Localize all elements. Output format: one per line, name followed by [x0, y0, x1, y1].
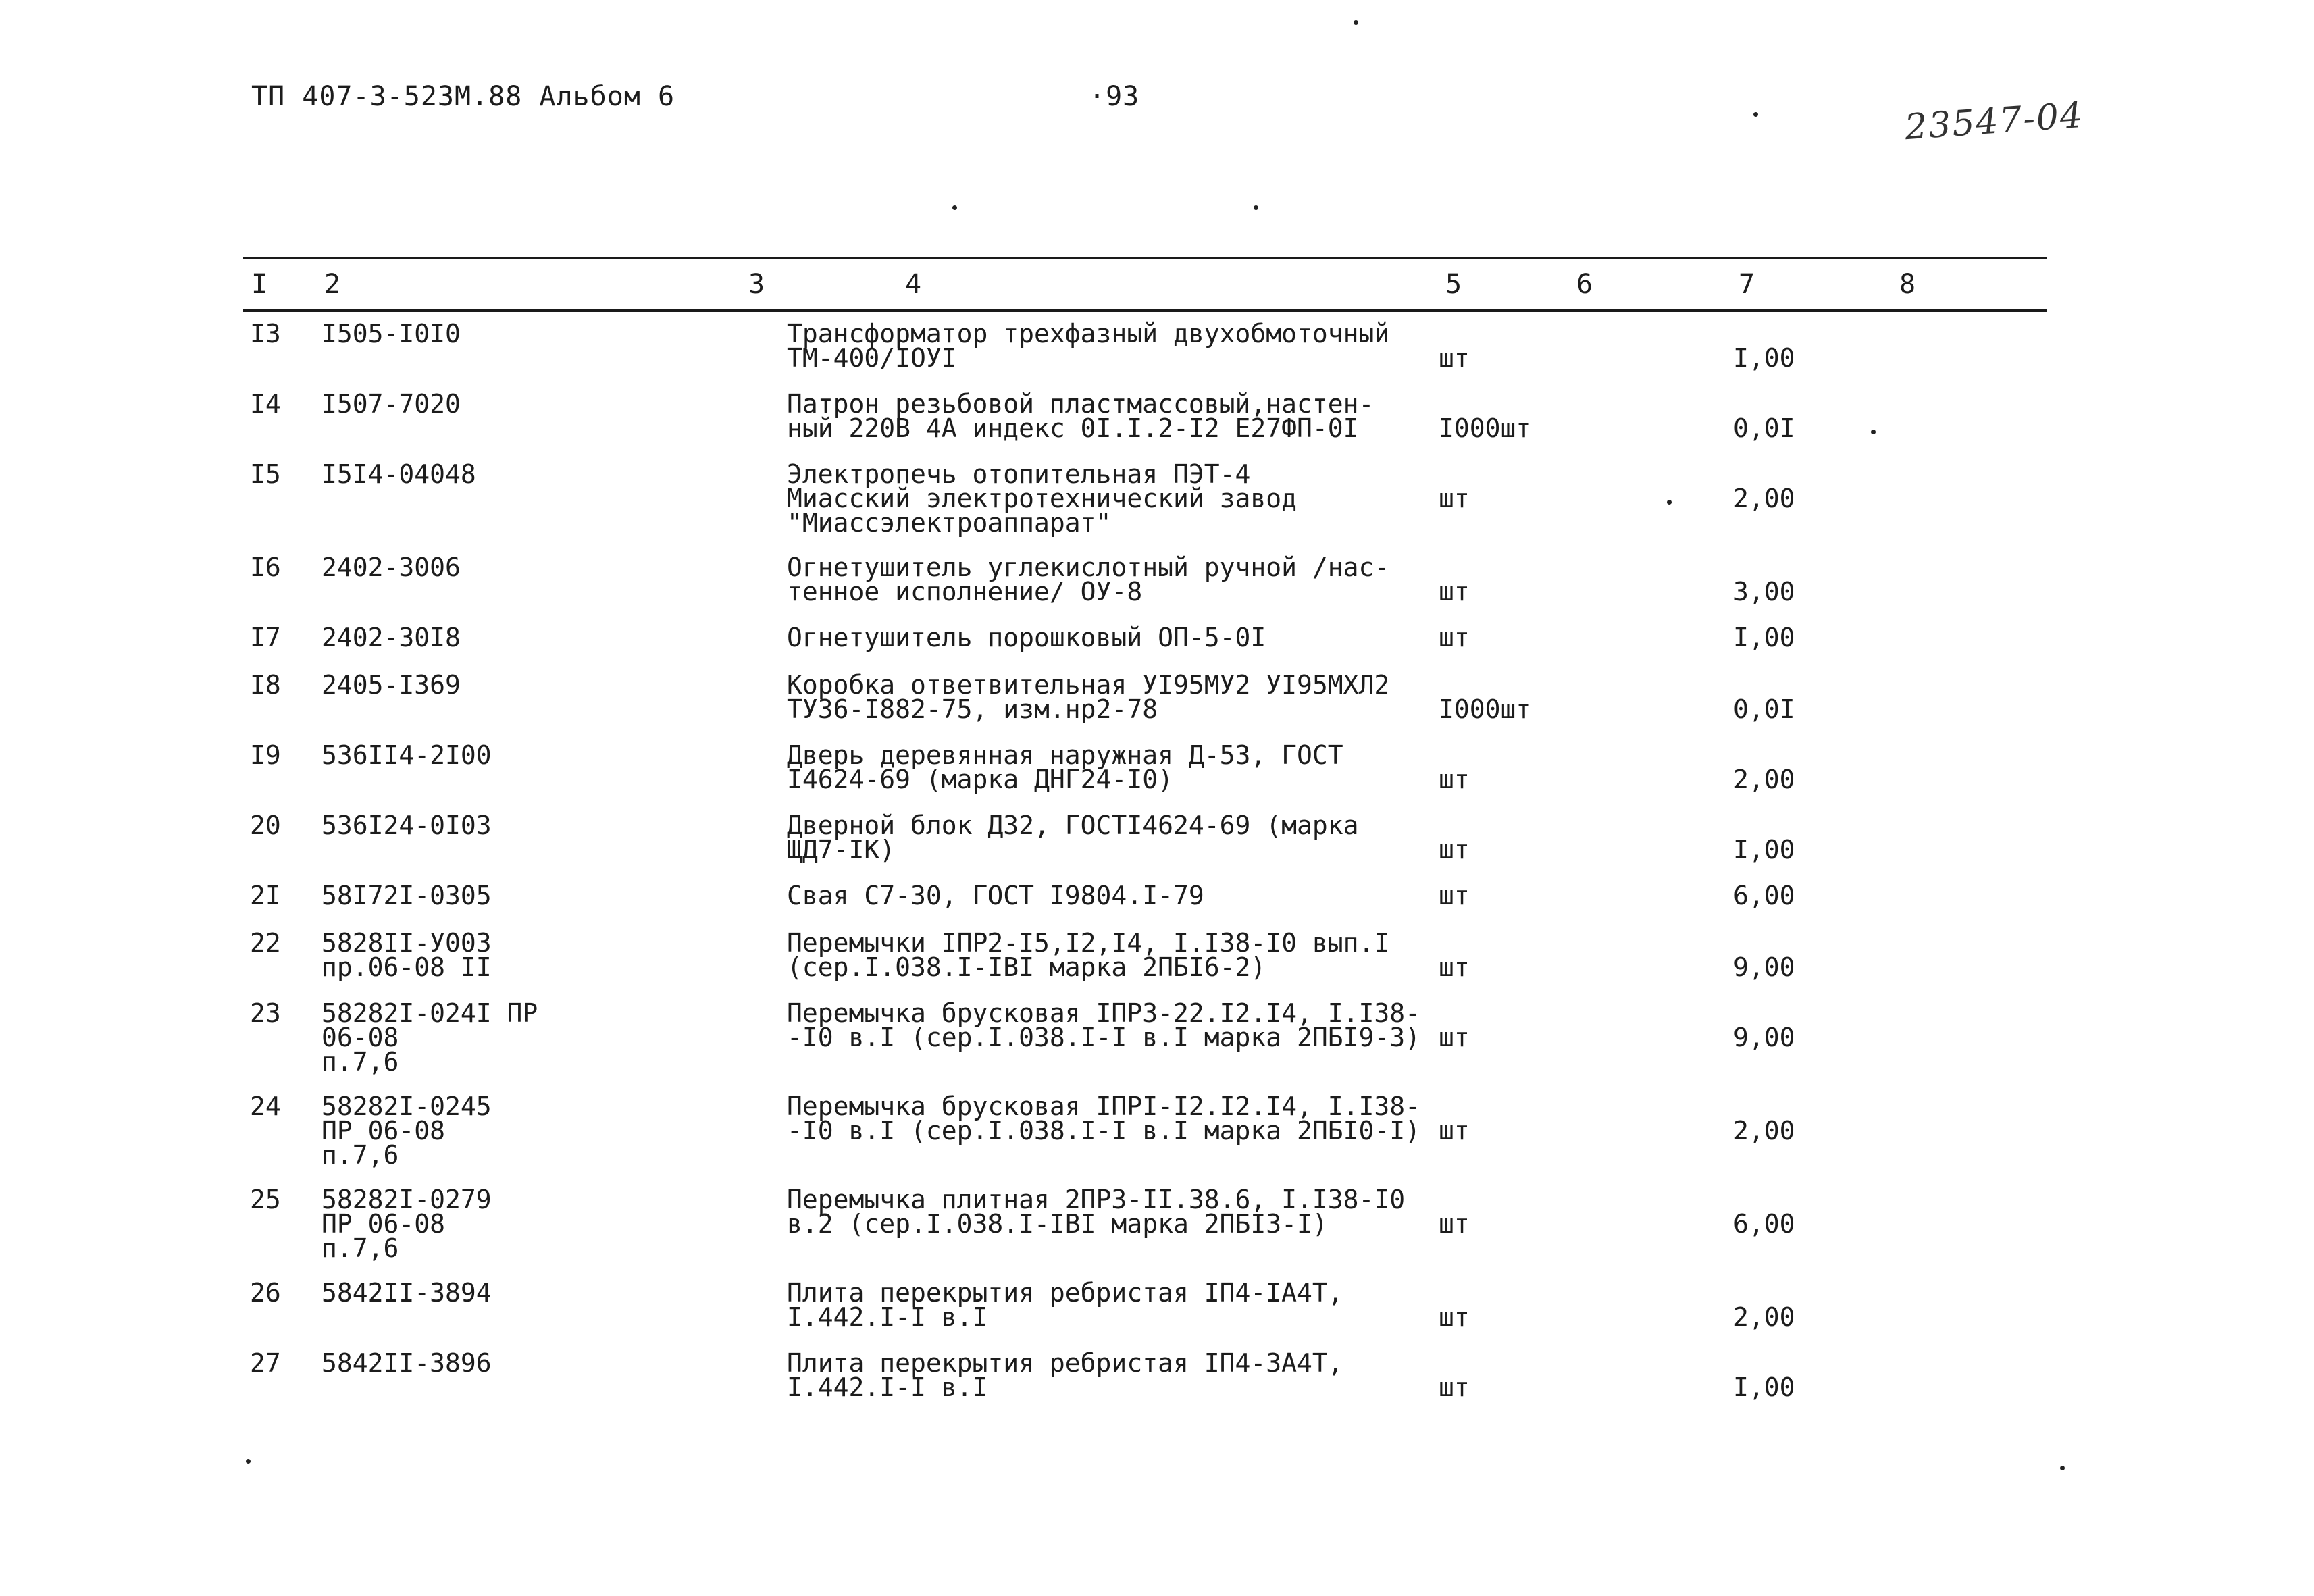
column-number: 7: [1739, 269, 1755, 300]
item-name: Перемычка брусковая IПР3-22.I2.I4, I.I38- -I0 в.I (сер.I.038.I-I в.I марка 2ПБI9-3): [787, 998, 1420, 1052]
position-number: I8: [250, 670, 281, 700]
position-number: I7: [250, 623, 281, 652]
position-number: I9: [250, 740, 281, 770]
item-quantity: 6,00: [1733, 1209, 1795, 1239]
item-code: 58282I-024I ПР 06-08 п.7,6: [322, 998, 538, 1077]
scan-speck: [2060, 1466, 2065, 1470]
item-name: Свая С7-30, ГОСТ I9804.I-79: [787, 881, 1204, 910]
item-unit: шт: [1439, 1023, 1470, 1052]
position-number: 2I: [250, 881, 281, 910]
item-quantity: 9,00: [1733, 1023, 1795, 1052]
scan-speck: [1667, 500, 1672, 505]
table-top-rule: [243, 257, 2047, 259]
item-name: Огнетушитель углекислотный ручной /нас- тенное исполнение/ ОУ-8: [787, 552, 1390, 607]
position-number: 24: [250, 1091, 281, 1121]
item-unit: шт: [1439, 835, 1470, 865]
item-unit: шт: [1439, 1302, 1470, 1332]
item-unit: шт: [1439, 577, 1470, 607]
item-unit: I000шт: [1439, 413, 1532, 443]
item-unit: шт: [1439, 881, 1470, 910]
item-name: Перемычка брусковая IПРI-I2.I2.I4, I.I38- -I0 в.I (сер.I.038.I-I в.I марка 2ПБI0-I): [787, 1091, 1420, 1145]
item-code: 5842II-3896: [322, 1348, 492, 1378]
item-code: 58282I-0279 ПР 06-08 п.7,6: [322, 1185, 492, 1263]
column-number: I: [251, 269, 268, 300]
item-quantity: 0,0I: [1733, 413, 1795, 443]
item-name: Перемычка плитная 2ПР3-II.38.6, I.I38-I0 в.2 (сер.I.038.I-IВI марка 2ПБI3-I): [787, 1185, 1406, 1239]
item-unit: шт: [1439, 1116, 1470, 1145]
column-number: 5: [1445, 269, 1462, 300]
item-unit: шт: [1439, 343, 1470, 373]
item-unit: I000шт: [1439, 694, 1532, 724]
item-code: 5842II-3894: [322, 1278, 492, 1308]
item-quantity: I,00: [1733, 1372, 1795, 1402]
position-number: 25: [250, 1185, 281, 1214]
handwritten-number: 23547-04: [1903, 95, 2085, 149]
item-quantity: 2,00: [1733, 484, 1795, 513]
table-header-rule: [243, 309, 2047, 312]
item-quantity: 3,00: [1733, 577, 1795, 607]
item-unit: шт: [1439, 952, 1470, 982]
item-quantity: 6,00: [1733, 881, 1795, 910]
scan-speck: [1753, 112, 1758, 117]
item-name: Перемычки IПР2-I5,I2,I4, I.I38-I0 вып.I (сер.I.038.I-IВI марка 2ПБI6-2): [787, 928, 1390, 982]
item-quantity: I,00: [1733, 343, 1795, 373]
item-unit: шт: [1439, 623, 1470, 652]
position-number: I5: [250, 459, 281, 489]
column-number: 4: [905, 269, 922, 300]
item-unit: шт: [1439, 1209, 1470, 1239]
item-quantity: 2,00: [1733, 765, 1795, 794]
item-name: Патрон резьбовой пластмассовый,настен- ный 220В 4А индекс 0I.I.2-I2 Е27ФП-0I: [787, 389, 1374, 443]
item-code: 536I24-0I03: [322, 810, 492, 840]
item-code: 58I72I-0305: [322, 881, 492, 910]
item-quantity: 9,00: [1733, 952, 1795, 982]
scan-speck: [1354, 20, 1358, 25]
item-unit: шт: [1439, 484, 1470, 513]
column-number: 3: [748, 269, 765, 300]
item-name: Плита перекрытия ребристая IП4-3А4Т, I.442.I-I в.I: [787, 1348, 1343, 1402]
scan-speck: [246, 1459, 251, 1464]
item-quantity: I,00: [1733, 623, 1795, 652]
item-name: Дверной блок Д32, ГОСТI4624-69 (марка ЩД7-IК): [787, 810, 1359, 865]
item-code: I505-I0I0: [322, 319, 461, 349]
item-code: 2402-3006: [322, 552, 461, 582]
scan-speck: [1871, 430, 1876, 434]
item-name: Дверь деревянная наружная Д-53, ГОСТ I4624-69 (марка ДНГ24-I0): [787, 740, 1343, 794]
item-name: Электропечь отопительная ПЭТ-4 Миасский электротехнический завод "Миассэлектроаппарат": [787, 459, 1297, 538]
item-name: Трансформатор трехфазный двухобмоточный ТМ-400/IОУI: [787, 319, 1390, 373]
position-number: 20: [250, 810, 281, 840]
position-number: 23: [250, 998, 281, 1028]
scan-speck: [952, 205, 957, 210]
document-code: ТП 407-3-523М.88 Альбом 6: [251, 81, 675, 112]
item-code: I5I4-04048: [322, 459, 476, 489]
column-number: 2: [324, 269, 341, 300]
item-quantity: 0,0I: [1733, 694, 1795, 724]
position-number: I6: [250, 552, 281, 582]
item-quantity: 2,00: [1733, 1116, 1795, 1145]
item-unit: шт: [1439, 1372, 1470, 1402]
item-code: 536II4-2I00: [322, 740, 492, 770]
position-number: I4: [250, 389, 281, 419]
position-number: 22: [250, 928, 281, 958]
item-code: 2405-I369: [322, 670, 461, 700]
item-code: 5828II-У003 пр.06-08 II: [322, 928, 492, 982]
item-code: 58282I-0245 ПР 06-08 п.7,6: [322, 1091, 492, 1170]
item-name: Плита перекрытия ребристая IП4-IА4Т, I.442.I-I в.I: [787, 1278, 1343, 1332]
item-code: 2402-30I8: [322, 623, 461, 652]
item-code: I507-7020: [322, 389, 461, 419]
item-quantity: I,00: [1733, 835, 1795, 865]
item-unit: шт: [1439, 765, 1470, 794]
item-name: Огнетушитель порошковый ОП-5-0I: [787, 623, 1266, 652]
column-number: 6: [1576, 269, 1593, 300]
position-number: I3: [250, 319, 281, 349]
position-number: 26: [250, 1278, 281, 1308]
column-number: 8: [1899, 269, 1916, 300]
scan-speck: [1254, 205, 1258, 210]
item-quantity: 2,00: [1733, 1302, 1795, 1332]
position-number: 27: [250, 1348, 281, 1378]
page-number: ·93: [1089, 81, 1140, 112]
item-name: Коробка ответвительная УI95МУ2 УI95МХЛ2 ТУ36-I882-75, изм.нр2-78: [787, 670, 1390, 724]
